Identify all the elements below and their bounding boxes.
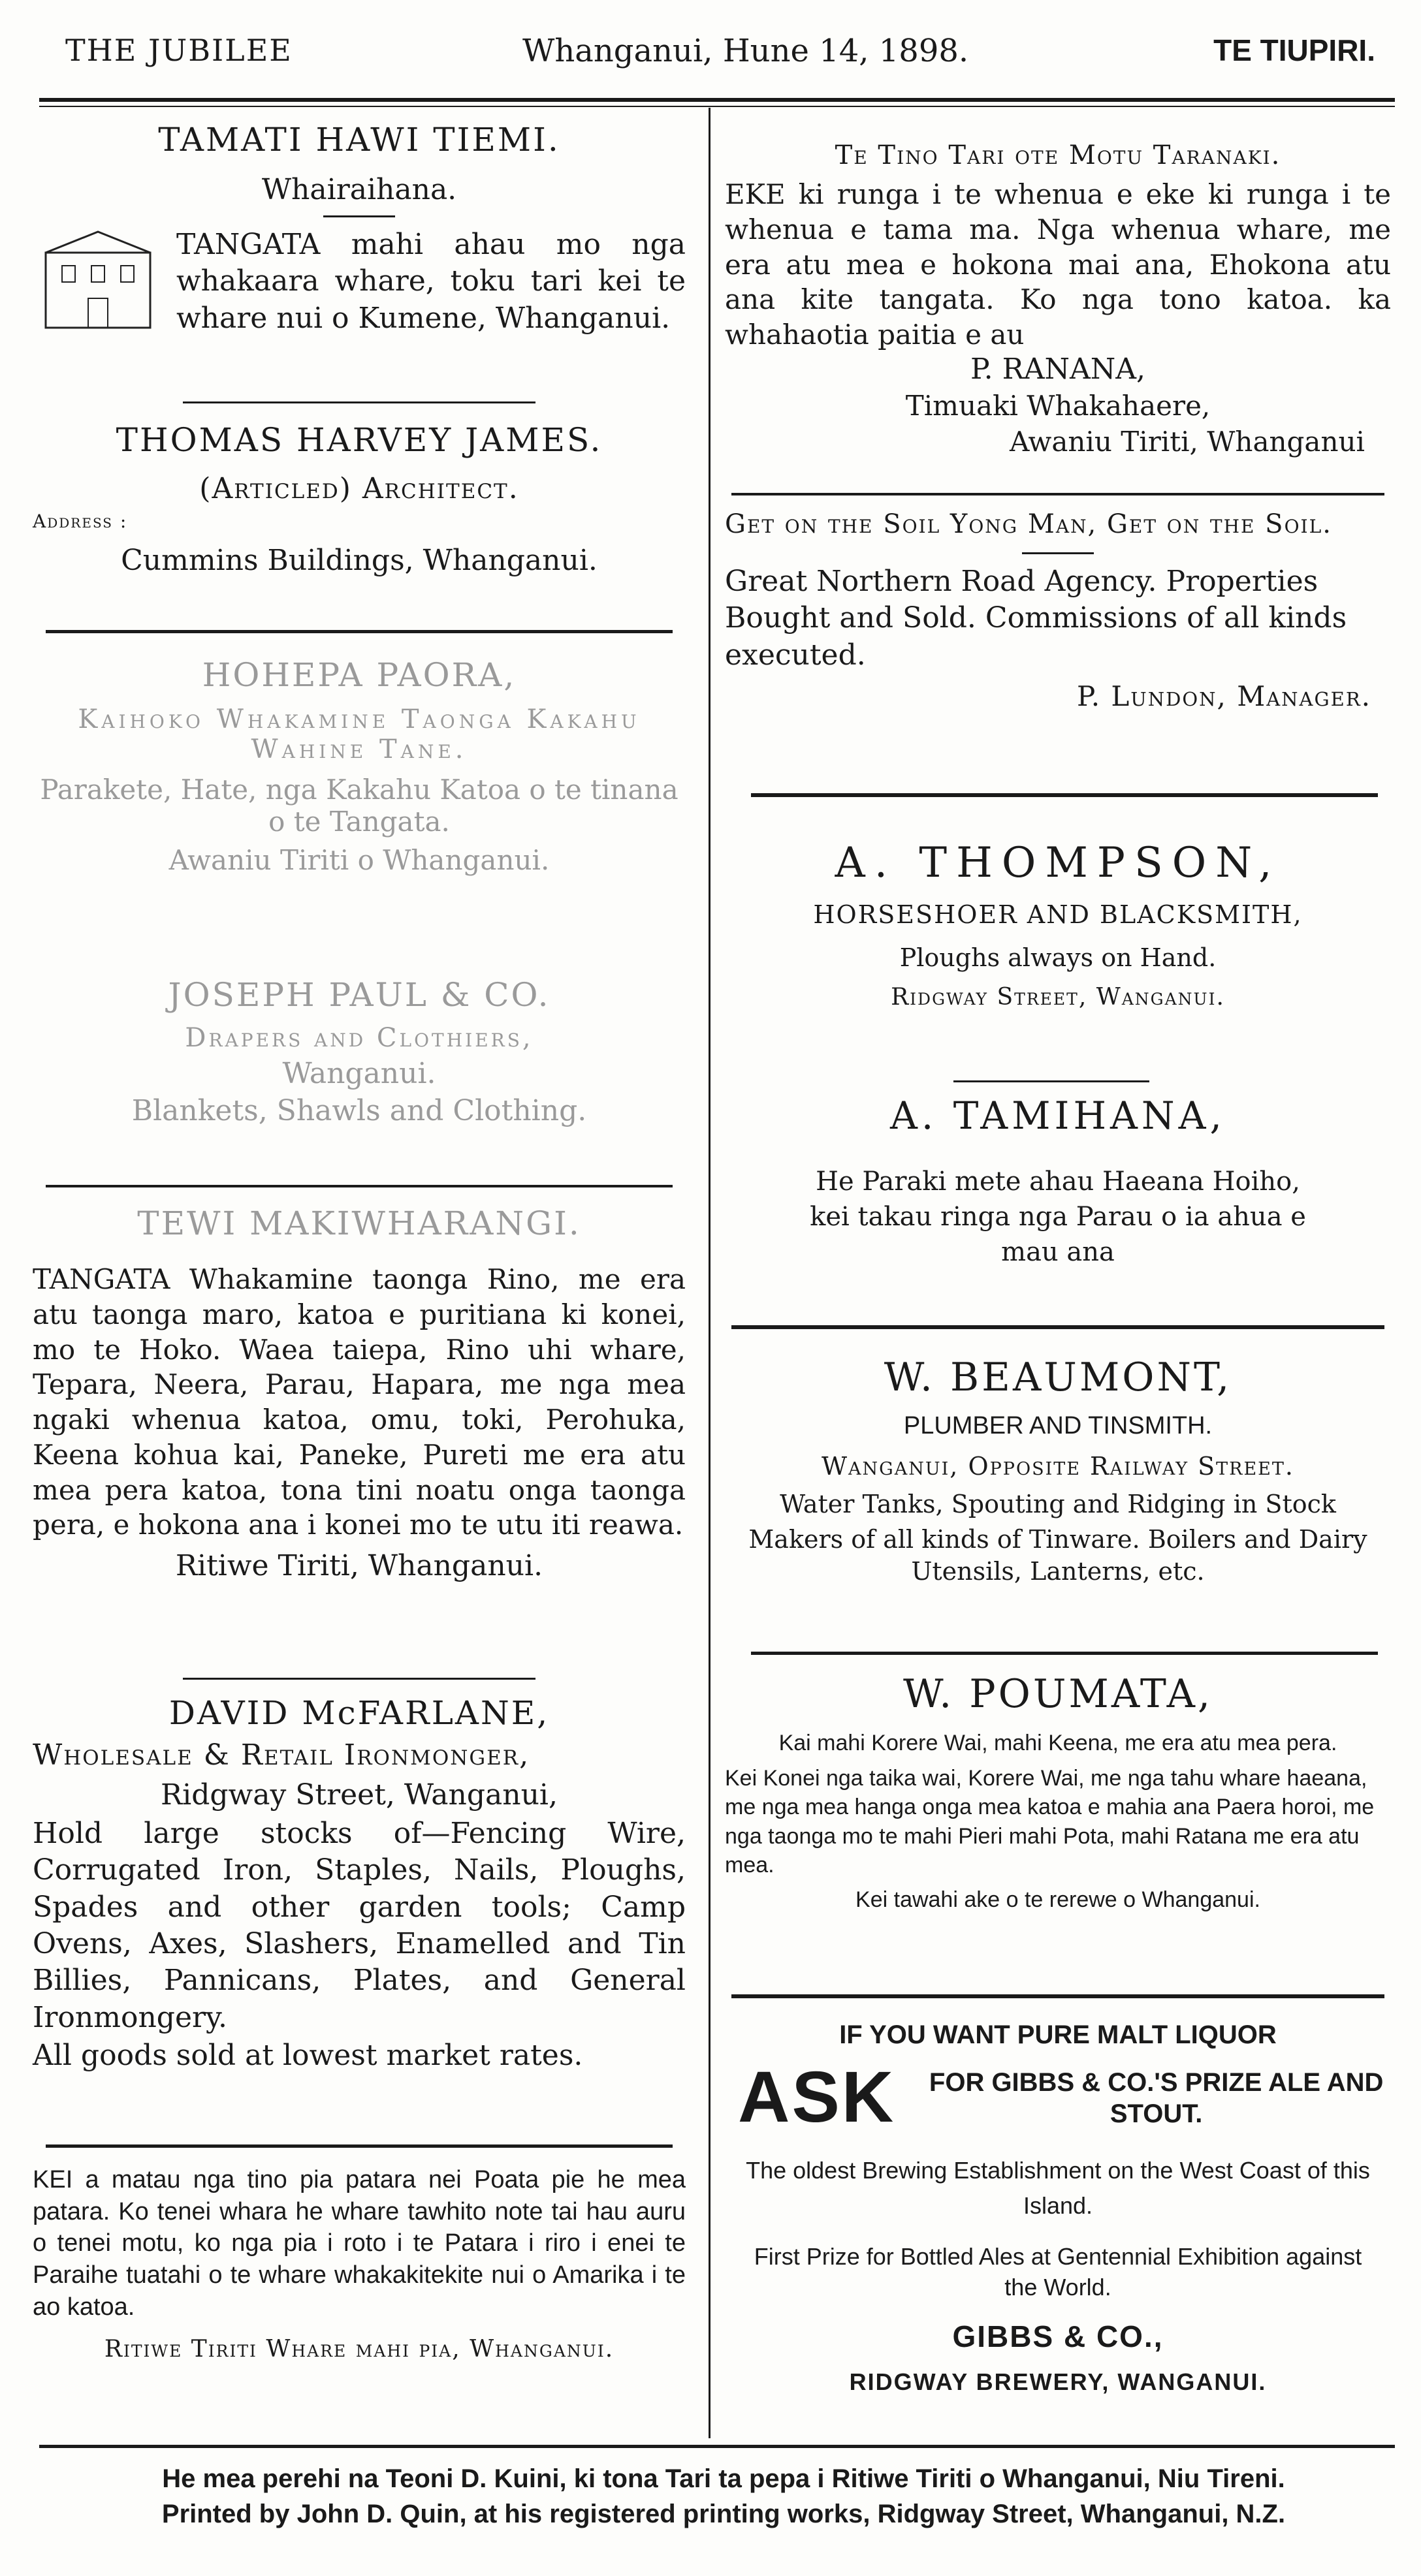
ad-title: TEWI MAKIWHARANGI. xyxy=(137,1204,581,1242)
ad-line: Kei Konei nga taika wai, Korere Wai, me nga tahu whare haeana, me nga mea hanga onga mea katoa e mahia ana Paera horoi, me nga taonga mo te mahi Pieri mahi Pota, mahi Ratana me era atu mea. xyxy=(725,1766,1375,1877)
section-rule xyxy=(183,401,535,403)
column-divider xyxy=(709,108,710,2438)
ad-role: Whairaihana. xyxy=(261,173,457,206)
masthead-rule xyxy=(39,98,1395,102)
ad-poumata xyxy=(725,1671,1391,1913)
ad-tail: All goods sold at lowest market rates. xyxy=(33,2038,583,2072)
section-rule xyxy=(731,1325,1384,1329)
ad-title-line: Awaniu Tiriti, Whanganui xyxy=(1009,425,1365,458)
building-illustration xyxy=(33,227,163,331)
ad-gibbs xyxy=(725,2020,1391,2396)
ad-line: Water Tanks, Spouting and Ridging in Stock xyxy=(780,1490,1336,1518)
masthead-rule-thin xyxy=(39,106,1395,107)
ad-body: Great Northern Road Agency. Properties Bought and Sold. Commissions of all kinds executed. xyxy=(725,565,1347,672)
section-rule xyxy=(731,493,1384,495)
ad-beaumont xyxy=(725,1355,1391,1588)
short-divider xyxy=(1022,552,1094,554)
ad-role: (Articled) Architect. xyxy=(199,472,519,505)
address-label: Address : xyxy=(33,510,128,532)
right-column xyxy=(725,114,1391,2438)
section-rule xyxy=(953,1080,1149,1082)
imprint-maori: He mea perehi na Teoni D. Kuini, ki tona Tari ta pepa i Ritiwe Tiriti o Whanganui, Niu Tireni. xyxy=(162,2464,1285,2493)
ad-title: W. BEAUMONT, xyxy=(884,1355,1232,1400)
ad-line: Kei tawahi ake o te rerewe o Whanganui. xyxy=(855,1887,1260,1912)
ad-kei xyxy=(33,2164,686,2363)
ad-title: W. POUMATA, xyxy=(902,1671,1213,1717)
ad-line: Kaihoko Whakamine Taonga Kakahu Wahine Tane. xyxy=(78,704,641,764)
ad-body: TANGATA Whakamine taonga Rino, me era atu taonga maro, katoa e puritiana ki konei, mo te Hoko. Waea taiepa, Rino uhi whare, Tepara, Neera, Parau, Hapara, me nga mea ngaki whenua katoa, omu, toki, Perohuka, Keena kohua kai, Paneke, Pureti me era atu mea pera katoa, tona tini noatu onga taonga pera, e hokona ana i konei mo te utu iti reawa. xyxy=(33,1263,686,1541)
ad-title: DAVID McFARLANE, xyxy=(168,1694,550,1732)
ad-role: Wholesale & Retail Ironmonger, xyxy=(33,1738,530,1772)
ad-hohepa xyxy=(33,656,686,876)
ad-line: Wanganui, Opposite Railway Street. xyxy=(822,1452,1294,1481)
footer-rule xyxy=(39,2445,1395,2448)
masthead-title-english: THE JUBILEE xyxy=(65,33,293,68)
ad-line: Kai mahi Korere Wai, mahi Keena, me era atu mea pera. xyxy=(778,1731,1337,1755)
section-rule xyxy=(46,2144,673,2148)
ad-line: Makers of all kinds of Tinware. Boilers and Dairy Utensils, Lanterns, etc. xyxy=(748,1525,1367,1586)
ad-body: EKE ki runga i te whenua e eke ki runga i te whenua e tama ma. Nga whenua whare, me era atu mea e hokona mai ana, Ehokona atu ana kite tangata. Ko nga tono katoa. ka whahaotia paitia e au xyxy=(725,178,1391,351)
ad-line: Wanganui. xyxy=(282,1057,436,1090)
ad-role: HORSESHOER AND BLACKSMITH, xyxy=(813,900,1303,929)
printer-imprint xyxy=(65,2461,1382,2532)
ad-line: Awaniu Tiriti o Whanganui. xyxy=(168,844,550,876)
ad-role: PLUMBER AND TINSMITH. xyxy=(903,1412,1213,1439)
ad-thomas xyxy=(33,421,686,577)
ad-name: GIBBS & CO., xyxy=(952,2319,1164,2353)
ad-title: TAMATI HAWI TIEMI. xyxy=(158,121,560,159)
ad-thompson xyxy=(725,839,1391,1011)
ad-street: Ridgway Street, Wanganui, xyxy=(161,1778,558,1812)
short-divider xyxy=(323,215,395,217)
masthead-title-maori: TE TIUPIRI. xyxy=(1213,33,1375,67)
ad-title: A. TAMIHANA, xyxy=(890,1093,1226,1138)
imprint-english: Printed by John D. Quin, at his registered printing works, Ridgway Street, Whanganui, N.Z. xyxy=(161,2500,1286,2528)
ad-headline: Get on the Soil Yong Man, Get on the Soil. xyxy=(725,509,1332,539)
ad-line: Parakete, Hate, nga Kakahu Katoa o te tinana o te Tangata. xyxy=(40,774,679,838)
ad-line: Drapers and Clothiers, xyxy=(185,1023,534,1053)
ad-address: RIDGWAY BREWERY, WANGANUI. xyxy=(849,2368,1267,2395)
ad-tewi xyxy=(33,1204,686,1582)
section-rule xyxy=(751,1652,1378,1655)
ad-line: Ridgway Street, Wanganui. xyxy=(891,984,1225,1011)
masthead xyxy=(65,26,1375,85)
ad-name: P. RANANA, xyxy=(970,352,1146,386)
ad-line: Blankets, Shawls and Clothing. xyxy=(131,1094,587,1127)
ad-title: HOHEPA PAORA, xyxy=(202,656,517,694)
ad-joseph xyxy=(33,976,686,1127)
ad-footer: Ritiwe Tiriti Whare mahi pia, Whanganui. xyxy=(104,2336,615,2363)
ad-ranana xyxy=(725,140,1391,458)
ad-tamati xyxy=(33,121,686,337)
section-rule xyxy=(46,1185,673,1187)
ask-rest: FOR GIBBS & CO.'S PRIZE ALE AND STOUT. xyxy=(929,2068,1384,2128)
ad-body: He Paraki mete ahau Haeana Hoiho, kei takau ringa nga Parau o ia ahua e mau ana xyxy=(810,1167,1306,1267)
ad-body: KEI a matau nga tino pia patara nei Poata pie he mea patara. Ko tenei whara he whare tawhito note tai hau auru o tenei motu, ko nga pia i roto i te Patara i riro i enei te Paraihe tuatahi o te whare whakakitekite nui o Amarika i te ao katoa. xyxy=(33,2166,686,2321)
ad-line: The oldest Brewing Establishment on the West Coast of this Island. xyxy=(746,2157,1370,2219)
ad-address: Cummins Buildings, Whanganui. xyxy=(121,544,598,577)
masthead-date: Whanganui, Hune 14, 1898. xyxy=(522,33,969,69)
ask-headline: ASK xyxy=(738,2062,896,2133)
ad-soil xyxy=(725,509,1391,712)
ad-tamihana xyxy=(725,1093,1391,1270)
section-rule xyxy=(183,1678,535,1680)
ad-title: THOMAS HARVEY JAMES. xyxy=(116,421,603,459)
section-rule xyxy=(731,1994,1384,1998)
ad-footer: Ritiwe Tiriti, Whanganui. xyxy=(175,1549,543,1582)
section-rule xyxy=(46,630,673,633)
ad-heading: Te Tino Tari ote Motu Taranaki. xyxy=(835,140,1281,170)
ad-manager: P. Lundon, Manager. xyxy=(1076,680,1371,712)
section-rule xyxy=(751,793,1378,797)
left-column xyxy=(33,114,686,2438)
ad-title: A. THOMPSON, xyxy=(835,839,1281,887)
ad-line: First Prize for Bottled Ales at Gentennial Exhibition against the World. xyxy=(754,2243,1362,2301)
ad-title-line: Timuaki Whakahaere, xyxy=(905,389,1211,422)
ad-top: IF YOU WANT PURE MALT LIQUOR xyxy=(839,2020,1277,2049)
ad-title: JOSEPH PAUL & CO. xyxy=(168,976,551,1014)
ad-body: TANGATA mahi ahau mo nga whakaara whare, toku tari kei te whare nui o Kumene, Whanganui. xyxy=(176,228,686,335)
ad-line: Ploughs always on Hand. xyxy=(899,943,1217,972)
ad-body: Hold large stocks of—Fencing Wire, Corrugated Iron, Staples, Nails, Ploughs, Spades and other garden tools; Camp Ovens, Axes, Slashers, Enamelled and Tin Billies, Pannicans, Plates, and General Ironmongery. xyxy=(33,1817,686,2034)
ad-david xyxy=(33,1694,686,2072)
